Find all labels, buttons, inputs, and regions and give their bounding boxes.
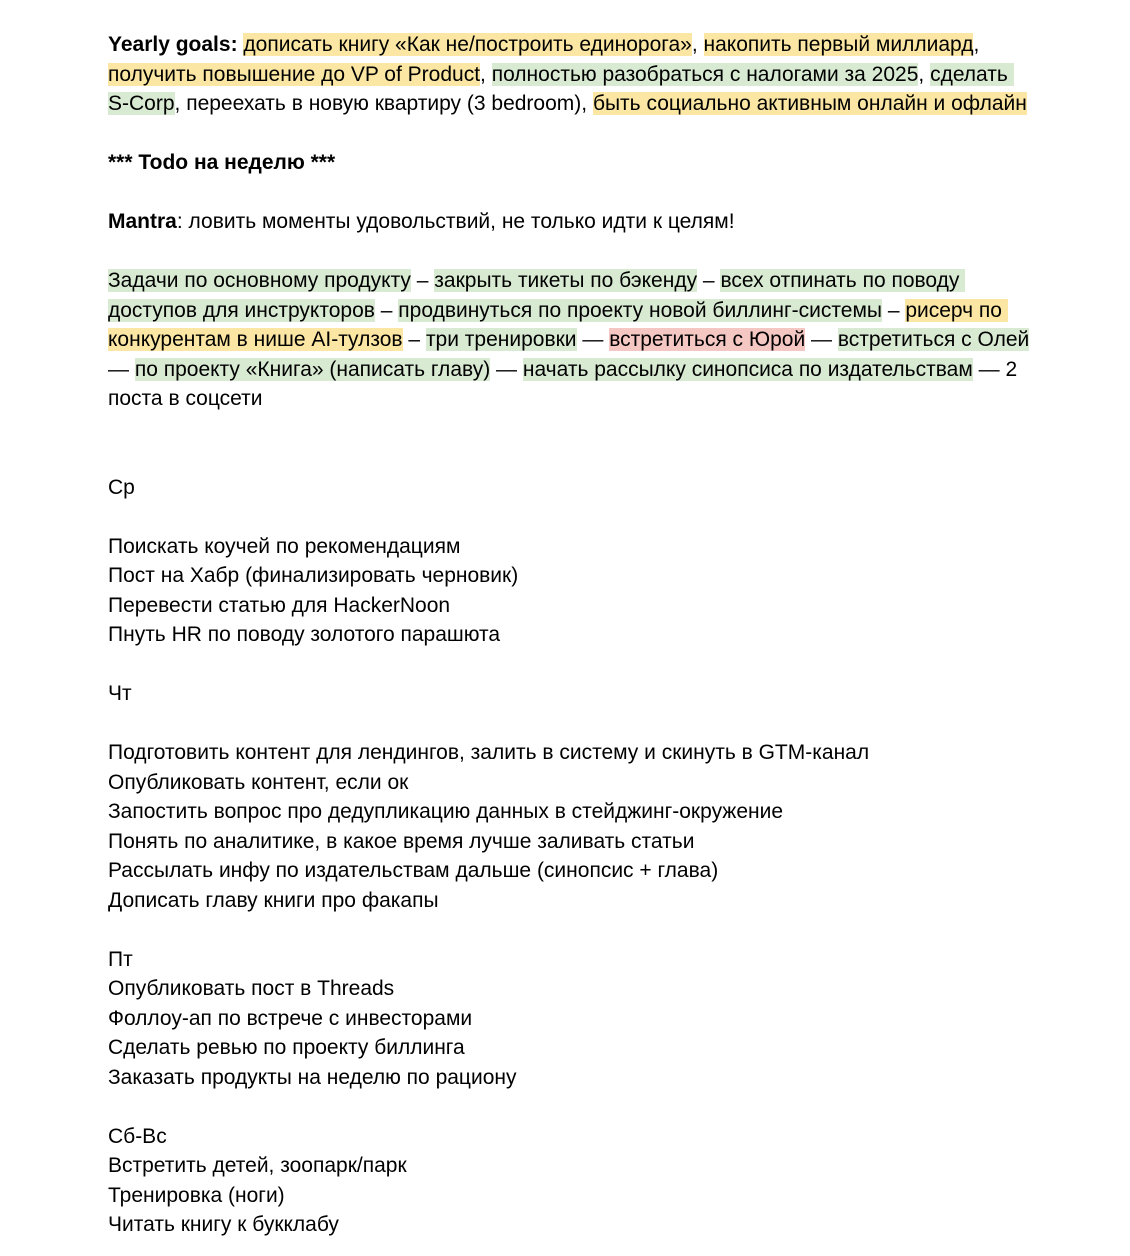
text-run: Тренировка (ноги) [108,1183,285,1207]
highlight-green-run: три тренировки [425,328,577,351]
text-run: Понять по аналитике, в какое время лучше заливать статьи [108,829,695,853]
text-run: Заказать продукты на неделю по рациону [108,1065,517,1089]
task-item-friday-4 [108,1063,1030,1093]
weekly-tasks-paragraph [108,266,1036,414]
task-item-friday-2 [108,1004,1030,1034]
text-run: , [480,62,492,86]
task-item-weekend-1 [108,1151,1030,1181]
text-run: – [374,298,399,322]
task-item-thursday-3 [108,797,1030,827]
text-run: , переехать в новую квартиру (3 bedroom), [174,92,593,115]
bold-text-run: Yearly goals: [108,33,244,56]
text-run: Сделать ревью по проекту биллинга [108,1036,465,1059]
text-run: – [402,328,426,351]
blank-line [108,119,1030,149]
day-heading-thursday [108,679,1030,709]
text-run: Сб-Вс [108,1124,167,1148]
text-run: – [881,298,906,322]
highlight-green-run: начать рассылку синопсиса по издательствам [522,357,973,381]
text-run: — [576,328,610,351]
task-item-wednesday-4 [108,620,1030,650]
highlight-green-run: полностью разобраться с налогами за 2025 [491,62,919,86]
blank-line [108,709,1030,739]
text-run: Подготовить контент для лендингов, залить в систему и скинуть в GTM-канал [108,741,870,764]
task-item-friday-3 [108,1033,1030,1063]
task-item-wednesday-3 [108,591,1030,621]
highlight-green-run: всех отпинать по поводу доступов для инструкторов [108,269,966,322]
highlight-green-run: сделать S-Corp [108,62,1014,115]
text-run: Фоллоу-ап по встрече с инвесторами [108,1006,473,1030]
highlight-yellow-run: рисерч по конкурентам в нише AI-тулзов [108,298,1008,351]
highlight-green-run: встретиться с Олей [837,328,1030,351]
task-item-weekend-2 [108,1181,1030,1211]
text-run: Опубликовать контент, если ок [108,770,409,794]
text-run: – [410,269,435,292]
todo-week-heading [108,148,1030,178]
text-run: – [697,269,721,292]
highlight-yellow-run: получить повышение до VP of Product [108,62,481,86]
text-run: — 2 поста в соцсети [108,357,1023,410]
task-item-friday-1 [108,974,1030,1004]
blank-line [108,414,1030,444]
blank-line [108,1092,1030,1122]
text-run: Встретить детей, зоопарк/парк [108,1154,407,1177]
blank-line [108,178,1030,208]
mantra-paragraph [108,207,1030,237]
text-run: Пт [108,947,133,971]
highlight-green-run: закрыть тикеты по бэкенду [434,269,698,292]
text-run: , [691,33,704,56]
task-item-wednesday-2 [108,561,1030,591]
text-run: Пнуть HR по поводу золотого парашюта [108,623,501,646]
blank-line [108,443,1030,473]
bold-text-run: *** Todo на неделю *** [108,151,336,174]
text-run: Читать книгу к букклабу [108,1213,339,1236]
blank-line [108,237,1030,267]
task-item-thursday-4 [108,827,1030,857]
text-run: Перевести статью для HackerNoon [108,593,451,617]
text-run: Опубликовать пост в Threads [108,977,395,1000]
text-run: , [973,33,986,56]
text-run: Рассылать инфу по издательствам дальше (синопсис + глава) [108,859,719,882]
highlight-pink-run: встретиться с Юрой [609,328,806,351]
text-run: Дописать главу книги про факапы [108,888,439,912]
text-run: Пост на Хабр (финализировать черновик) [108,564,519,587]
text-run: , [918,62,931,86]
text-run: Ср [108,475,135,499]
task-item-weekend-3 [108,1210,1030,1240]
highlight-yellow-run: накопить первый миллиард [703,33,974,56]
day-heading-weekend [108,1122,1030,1152]
highlight-yellow-run: быть социально активным онлайн и офлайн [592,92,1027,115]
task-item-thursday-5 [108,856,1030,886]
text-run: Запостить вопрос про дедупликацию данных в стейджинг-окружение [108,800,784,823]
bold-text-run: Mantra [108,210,177,233]
highlight-green-run: продвинуться по проекту новой биллинг-системы [398,298,882,322]
blank-line [108,650,1030,680]
text-run: — [805,328,838,351]
task-item-thursday-6 [108,886,1030,916]
text-run: Поискать коучей по рекомендациям [108,534,461,558]
text-run: — [490,357,523,381]
task-item-wednesday-1 [108,532,1030,562]
text-run: — [108,328,1036,381]
yearly-goals-paragraph [108,30,1030,119]
task-item-thursday-1 [108,738,1030,768]
day-heading-friday [108,945,1030,975]
day-heading-wednesday [108,473,1030,503]
highlight-green-run: по проекту «Книга» (написать главу) [134,357,491,381]
highlight-green-run: Задачи по основному продукту [108,269,411,292]
task-item-thursday-2 [108,768,1030,798]
blank-line [108,915,1030,945]
highlight-yellow-run: дописать книгу «Как не/построить единорога» [243,33,692,56]
text-run: Чт [108,682,132,705]
text-run: : ловить моменты удовольствий, не только идти к целям! [176,210,735,233]
blank-line [108,502,1030,532]
